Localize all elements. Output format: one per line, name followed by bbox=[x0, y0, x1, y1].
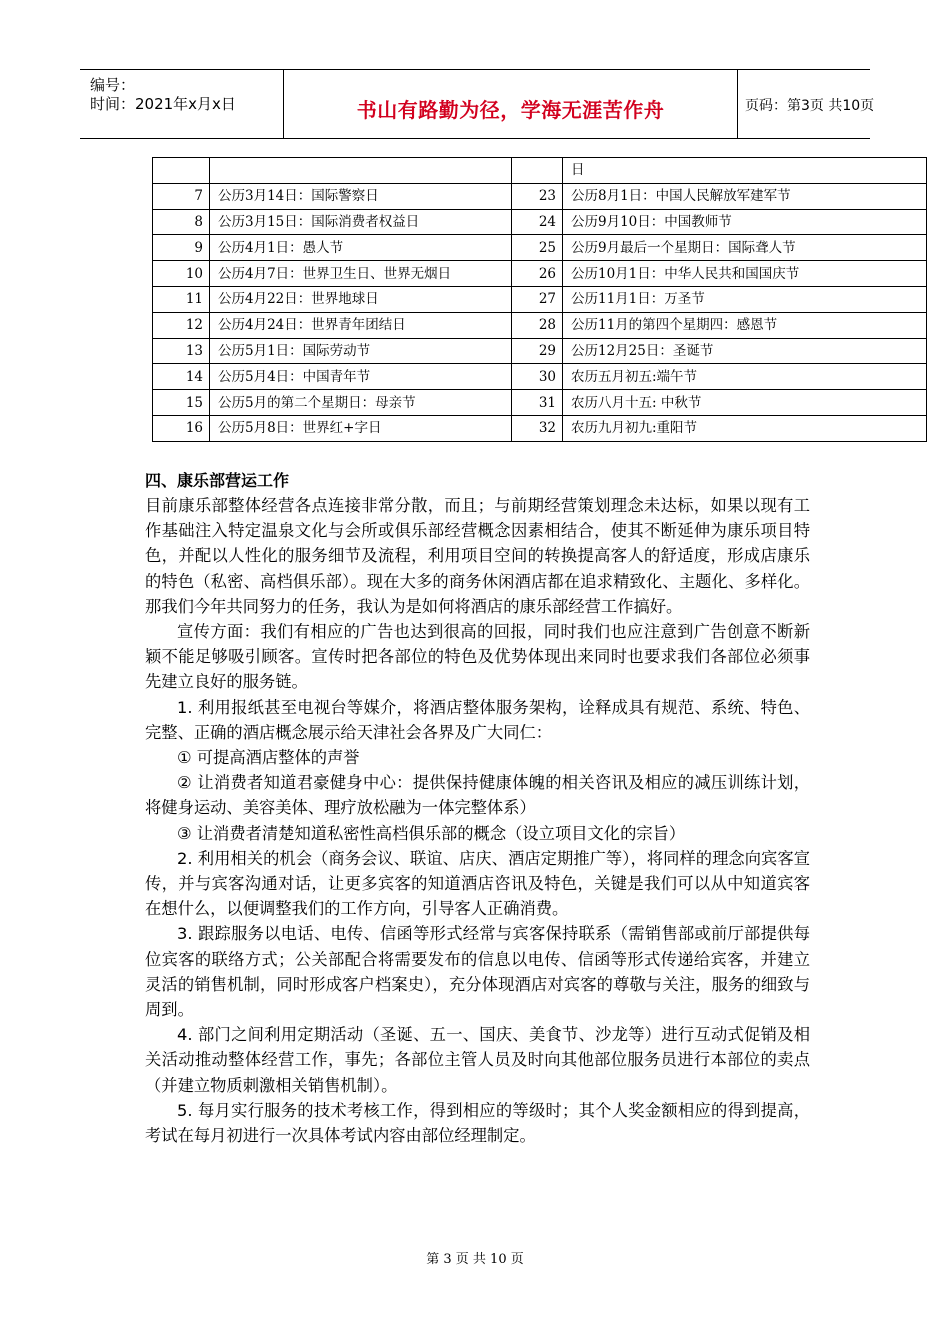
table-cell-holiday: 公历12月25日：圣诞节 bbox=[563, 338, 927, 364]
header-meta bbox=[80, 70, 283, 138]
table-cell-number: 7 bbox=[153, 183, 210, 209]
table-cell-holiday bbox=[210, 158, 512, 184]
paragraph-subitem-2: ② 让消费者知道君豪健身中心：提供保持健康体魄的相关咨讯及相应的减压训练计划，将健身运动、美容美体、理疗放松融为一体完整体系） bbox=[145, 773, 810, 818]
table-cell-holiday: 公历4月24日：世界青年团结日 bbox=[210, 312, 512, 338]
table-row bbox=[153, 415, 927, 441]
table-cell-holiday: 公历11月的第四个星期四：感恩节 bbox=[563, 312, 927, 338]
table-cell-holiday: 公历3月15日：国际消费者权益日 bbox=[210, 209, 512, 235]
table-cell-number: 25 bbox=[512, 235, 563, 261]
table-cell-number: 13 bbox=[153, 338, 210, 364]
table-cell-holiday: 公历11月1日：万圣节 bbox=[563, 286, 927, 312]
holiday-table bbox=[152, 157, 927, 442]
table-cell-number: 32 bbox=[512, 415, 563, 441]
table-row bbox=[153, 312, 927, 338]
table-row bbox=[153, 209, 927, 235]
table-row bbox=[153, 235, 927, 261]
table-cell-number: 27 bbox=[512, 286, 563, 312]
table-cell-number: 9 bbox=[153, 235, 210, 261]
table-cell-holiday: 公历5月8日：世界红+字日 bbox=[210, 415, 512, 441]
table-cell-number: 14 bbox=[153, 364, 210, 390]
table-cell-number: 8 bbox=[153, 209, 210, 235]
table-cell-number: 10 bbox=[153, 261, 210, 287]
table-cell-holiday: 公历9月10日：中国教师节 bbox=[563, 209, 927, 235]
table-cell-holiday: 公历8月1日：中国人民解放军建军节 bbox=[563, 183, 927, 209]
table-cell-holiday: 公历5月4日：中国青年节 bbox=[210, 364, 512, 390]
paragraph-item-5: 5. 每月实行服务的技术考核工作，得到相应的等级时；其个人奖金额相应的得到提高，考试在每月初进行一次具体考试内容由部位经理制定。 bbox=[145, 1100, 810, 1146]
paragraph-subitem-3: ③ 让消费者清楚知道私密性高档俱乐部的概念（设立项目文化的宗旨） bbox=[177, 823, 686, 843]
page-header bbox=[80, 69, 875, 139]
table-cell-number: 31 bbox=[512, 390, 563, 416]
table-row bbox=[153, 261, 927, 287]
paragraph-item-2: 2. 利用相关的机会（商务会议、联谊、店庆、酒店定期推广等），将同样的理念向宾客宣传，并与宾客沟通对话，让更多宾客的知道酒店咨讯及特色，关键是我们可以从中知道宾客在想什么，以便调整我们的工作方向，引导客人正确消费。 bbox=[145, 848, 810, 919]
table-cell-number: 11 bbox=[153, 286, 210, 312]
page-footer: 第 3 页 共 10 页 bbox=[426, 1252, 524, 1267]
table-row bbox=[153, 390, 927, 416]
header-page-number: 页码：第3页 共10页 bbox=[745, 98, 875, 114]
section-body bbox=[145, 493, 810, 1148]
paragraph-item-1: 1. 利用报纸甚至电视台等媒介，将酒店整体服务架构，诠释成具有规范、系统、特色、完整、正确的酒店概念展示给天津社会各界及广大同仁： bbox=[145, 697, 810, 742]
table-cell-number: 29 bbox=[512, 338, 563, 364]
table-cell-number: 26 bbox=[512, 261, 563, 287]
table-cell-number: 23 bbox=[512, 183, 563, 209]
section-title: 四、康乐部营运工作 bbox=[145, 471, 290, 490]
table-cell-holiday: 公历3月14日：国际警察日 bbox=[210, 183, 512, 209]
table-cell-number: 12 bbox=[153, 312, 210, 338]
table-cell-holiday: 公历4月22日：世界地球日 bbox=[210, 286, 512, 312]
table-cell-number: 15 bbox=[153, 390, 210, 416]
table-row bbox=[153, 364, 927, 390]
doc-code-label: 编号： bbox=[90, 76, 136, 94]
table-cell-holiday: 日 bbox=[563, 158, 927, 184]
table-cell-holiday: 公历4月1日：愚人节 bbox=[210, 235, 512, 261]
table-cell-number: 30 bbox=[512, 364, 563, 390]
table-cell-holiday: 公历4月7日：世界卫生日、世界无烟日 bbox=[210, 261, 512, 287]
table-cell-holiday: 公历5月1日：国际劳动节 bbox=[210, 338, 512, 364]
header-motto: 书山有路勤为径，学海无涯苦作舟 bbox=[356, 98, 665, 122]
paragraph-subitem-1: ① 可提高酒店整体的声誉 bbox=[177, 748, 360, 768]
table-cell-number bbox=[512, 158, 563, 184]
table-row bbox=[153, 338, 927, 364]
paragraph-intro: 目前康乐部整体经营各点连接非常分散，而且；与前期经营策划理念未达标，如果以现有工作基础注入特定温泉文化与会所或俱乐部经营概念因素相结合，使其不断延伸为康乐项目特色，并配以人性化的服务细节及流程，利用项目空间的转换提高客人的舒适度，形成店康乐的特色（私密、高档俱乐部）。现在大多的商务休闲酒店都在追求精致化、主题化、多样化。那我们今年共同努力的任务，我认为是如何将酒店的康乐部经营工作搞好。 bbox=[145, 496, 810, 616]
header-motto-cell bbox=[283, 70, 738, 138]
paragraph-item-3: 3. 跟踪服务以电话、电传、信函等形式经常与宾客保持联系（需销售部或前厅部提供每位宾客的联络方式；公关部配合将需要发布的信息以电传、信函等形式传递给宾客，并建立灵活的销售机制，同时形成客户档案史），充分体现酒店对宾客的尊敬与关注，服务的细致与周到。 bbox=[145, 924, 810, 1020]
table-cell-holiday: 公历5月的第二个星期日：母亲节 bbox=[210, 390, 512, 416]
table-cell-number: 16 bbox=[153, 415, 210, 441]
table-cell-holiday: 公历10月1日：中华人民共和国国庆节 bbox=[563, 261, 927, 287]
table-cell-holiday: 农历九月初九:重阳节 bbox=[563, 415, 927, 441]
table-cell-holiday: 农历八月十五: 中秋节 bbox=[563, 390, 927, 416]
doc-time-label: 时间：2021年x月x日 bbox=[90, 95, 236, 113]
table-row bbox=[153, 158, 927, 184]
table-cell-number bbox=[153, 158, 210, 184]
table-row bbox=[153, 286, 927, 312]
table-row bbox=[153, 183, 927, 209]
table-cell-holiday: 公历9月最后一个星期日：国际聋人节 bbox=[563, 235, 927, 261]
header-page-cell bbox=[737, 70, 875, 138]
table-cell-number: 28 bbox=[512, 312, 563, 338]
table-cell-number: 24 bbox=[512, 209, 563, 235]
paragraph-publicity: 宣传方面：我们有相应的广告也达到很高的回报，同时我们也应注意到广告创意不断新颖不能足够吸引顾客。宣传时把各部位的特色及优势体现出来同时也要求我们各部位必须事先建立良好的服务链。 bbox=[145, 622, 810, 692]
table-cell-holiday: 农历五月初五:端午节 bbox=[563, 364, 927, 390]
paragraph-item-4: 4. 部门之间利用定期活动（圣诞、五一、国庆、美食节、沙龙等）进行互动式促销及相关活动推动整体经营工作，事先；各部位主管人员及时向其他部位服务员进行本部位的卖点（并建立物质刺激相关销售机制）。 bbox=[145, 1025, 810, 1095]
